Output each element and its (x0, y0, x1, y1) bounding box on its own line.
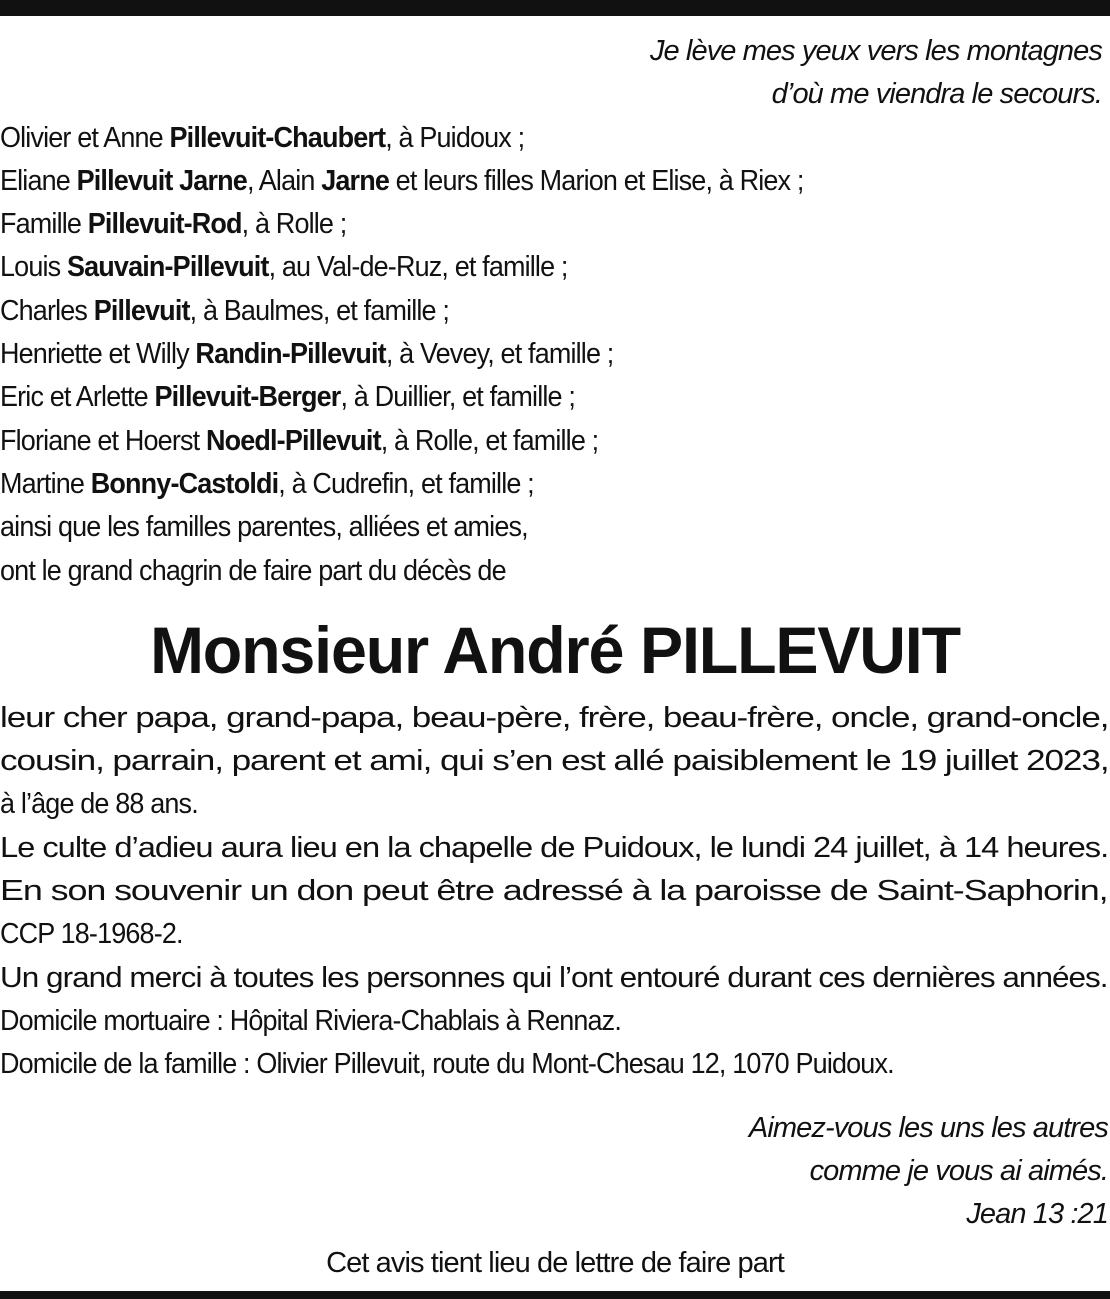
family-names: Martine (0, 467, 91, 500)
bottom-border-rule (0, 1291, 1110, 1299)
verse-reference: Jean 13 :21 (966, 1198, 1108, 1231)
deceased-name: Monsieur André PILLEVUIT (150, 612, 960, 687)
family-line (0, 290, 1032, 333)
family-location: , à Duillier, et famille ; (340, 381, 576, 414)
family-surname: Jarne (321, 164, 390, 197)
donation-account: CCP 18-1968-2. (0, 918, 183, 951)
family-names: Eliane (0, 164, 77, 197)
family-line (0, 160, 1032, 203)
epigraph-line-2: d’où me viendra le secours. (771, 78, 1102, 111)
family-names: , Alain (246, 164, 322, 197)
announcement-body (0, 697, 1110, 1087)
family-location: , à Cudrefin, et famille ; (278, 467, 534, 500)
family-surname: Pillevuit-Rod (87, 208, 242, 241)
family-location: et leurs filles Marion et Elise, à Riex ; (389, 164, 804, 197)
family-surname: Noedl-Pillevuit (205, 424, 381, 457)
family-surname: Pillevuit-Berger (154, 381, 341, 414)
donation-info: En son souvenir un don peut être adressé à la paroisse de Saint-Saphorin, (0, 875, 1108, 908)
family-location: , à Rolle ; (241, 208, 347, 241)
family-line (0, 420, 1032, 463)
family-line (0, 463, 1032, 506)
body-line: leur cher papa, grand-papa, beau-père, frère, beau-frère, oncle, grand-oncle, (0, 701, 1109, 734)
epigraph (0, 30, 1110, 117)
family-names: Louis (0, 251, 67, 284)
obituary-notice (0, 30, 1110, 1286)
footer-note: Cet avis tient lieu de lettre de faire part (326, 1247, 784, 1280)
epigraph-line-1: Je lève mes yeux vers les montagnes (649, 35, 1102, 67)
family-line (0, 117, 1032, 160)
family-surname: Bonny-Castoldi (90, 467, 279, 500)
family-names: Famille (0, 208, 88, 241)
family-location: , au Val-de-Ruz, et famille ; (268, 251, 568, 284)
family-surname: Sauvain-Pillevuit (66, 251, 269, 284)
family-names: Floriane et Hoerst (0, 424, 206, 457)
thanks-line: Un grand merci à toutes les personnes qui l’ont entouré durant ces dernières années. (0, 961, 1108, 994)
family-names: Henriette et Willy (0, 338, 196, 371)
family-surname: Pillevuit (93, 294, 190, 327)
service-info: Le culte d’adieu aura lieu en la chapelle de Puidoux, le lundi 24 juillet, à 14 heures. (0, 831, 1109, 864)
intro-line: ainsi que les familles parentes, alliées et amies, (0, 511, 528, 544)
family-names: Eric et Arlette (0, 381, 155, 414)
family-list (0, 117, 1110, 507)
family-line (0, 203, 1032, 246)
body-line: cousin, parrain, parent et ami, qui s’en est allé paisiblement le 19 juillet 2023, (0, 745, 1109, 778)
closing-verse (0, 1107, 1110, 1237)
body-line: à l’âge de 88 ans. (0, 788, 198, 821)
family-names: Charles (0, 294, 94, 327)
family-line (0, 376, 1032, 419)
top-border-rule (0, 0, 1110, 16)
mortuary-address: Domicile mortuaire : Hôpital Riviera-Chablais à Rennaz. (0, 1004, 621, 1037)
closing-verse-line: Aimez-vous les uns les autres (748, 1111, 1108, 1144)
family-names: Olivier et Anne (0, 121, 170, 154)
family-line (0, 333, 1032, 376)
family-location: , à Puidoux ; (385, 121, 525, 154)
family-location: , à Rolle, et famille ; (380, 424, 599, 457)
family-line (0, 246, 1032, 289)
family-surname: Randin-Pillevuit (195, 338, 386, 371)
family-address: Domicile de la famille : Olivier Pillevuit, route du Mont-Chesau 12, 1070 Puidoux. (0, 1048, 894, 1081)
intro-line: ont le grand chagrin de faire part du décès de (0, 554, 506, 587)
family-surname: Pillevuit Jarne (76, 164, 247, 197)
closing-verse-line: comme je vous ai aimés. (809, 1154, 1108, 1187)
family-location: , à Vevey, et famille ; (385, 338, 614, 371)
family-location: , à Baulmes, et famille ; (189, 294, 450, 327)
family-surname: Pillevuit-Chaubert (169, 121, 386, 154)
